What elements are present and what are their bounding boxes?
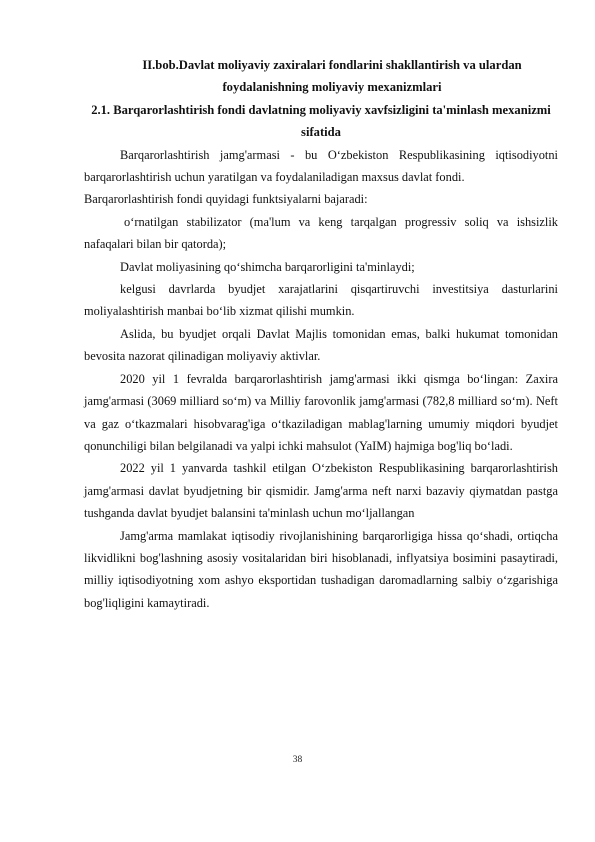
paragraph-8: 2022 yil 1 yanvarda tashkil etilgan O‘zbekiston Respublikasining barqarorlashtirish jamg'armasi davlat byudjetning bir qismidir. Jamg'arma neft narxi bazaviy qiymatdan pastga tushganda davlat byudjet balansini ta'minlash uchun mo‘ljallangan: [84, 461, 558, 521]
chapter-title: II.bob.Davlat moliyaviy zaxiralari fondlarini shakllantirish va ulardan foydalanishning moliyaviy mexanizmlari: [142, 58, 522, 95]
paragraph-2: Barqarorlashtirish fondi quyidagi funktsiyalarni bajaradi:: [84, 192, 368, 207]
document-page: [84, 54, 558, 614]
paragraph-9: Jamg'arma mamlakat iqtisodiy rivojlanishining barqarorligiga hissa qo‘shadi, ortiqcha likvidlikni bog'lashning asosiy vositalaridan biri hisoblanadi, inflyatsiya bosimini pasaytiradi, milliy iqtisodiyotning xom ashyo eksportidan tushadigan daromadlarning salbiy o‘zgarishiga bog'liqligini kamaytiradi.: [84, 528, 558, 610]
page-number: 38: [292, 755, 303, 765]
paragraph-1: Barqarorlashtirish jamg'armasi - bu O‘zbekiston Respublikasining iqtisodiyotni barqarorlashtirish uchun yaratilgan va foydalaniladigan maxsus davlat fondi.: [84, 147, 558, 185]
paragraph-6: Aslida, bu byudjet orqali Davlat Majlis tomonidan emas, balki hukumat tomonidan bevosita nazorat qilinadigan moliyaviy aktivlar.: [84, 326, 558, 364]
section-title: 2.1. Barqarorlashtirish fondi davlatning moliyaviy xavfsizligini ta'minlash mexanizmi sifatida: [91, 102, 551, 140]
paragraph-5: kelgusi davrlarda byudjet xarajatlarini qisqartiruvchi investitsiya dasturlarini moliyalashtirish manbai bo‘lib xizmat qilishi mumkin.: [84, 282, 558, 319]
paragraph-7: 2020 yil 1 fevralda barqarorlashtirish jamg'armasi ikki qismga bo‘lingan: Zaxira jamg'armasi (3069 milliard so‘m) va Milliy farovonlik jamg'armasi (782,8 milliard so‘m). Neft va gaz o‘tkazmalari hisobvarag'iga o‘tkaziladigan mablag'larning umumiy miqdori byudjet qonunchiligi bilan belgilanadi va yalpi ichki mahsulot (YaIM) hajmiga bog'liq bo‘ladi.: [84, 371, 558, 453]
paragraph-4: Davlat moliyasining qo‘shimcha barqarorligini ta'minlaydi;: [120, 259, 415, 274]
paragraph-3: o‘rnatilgan stabilizator (ma'lum va keng tarqalgan progressiv soliq va ishsizlik nafaqalari bilan bir qatorda);: [84, 214, 558, 252]
